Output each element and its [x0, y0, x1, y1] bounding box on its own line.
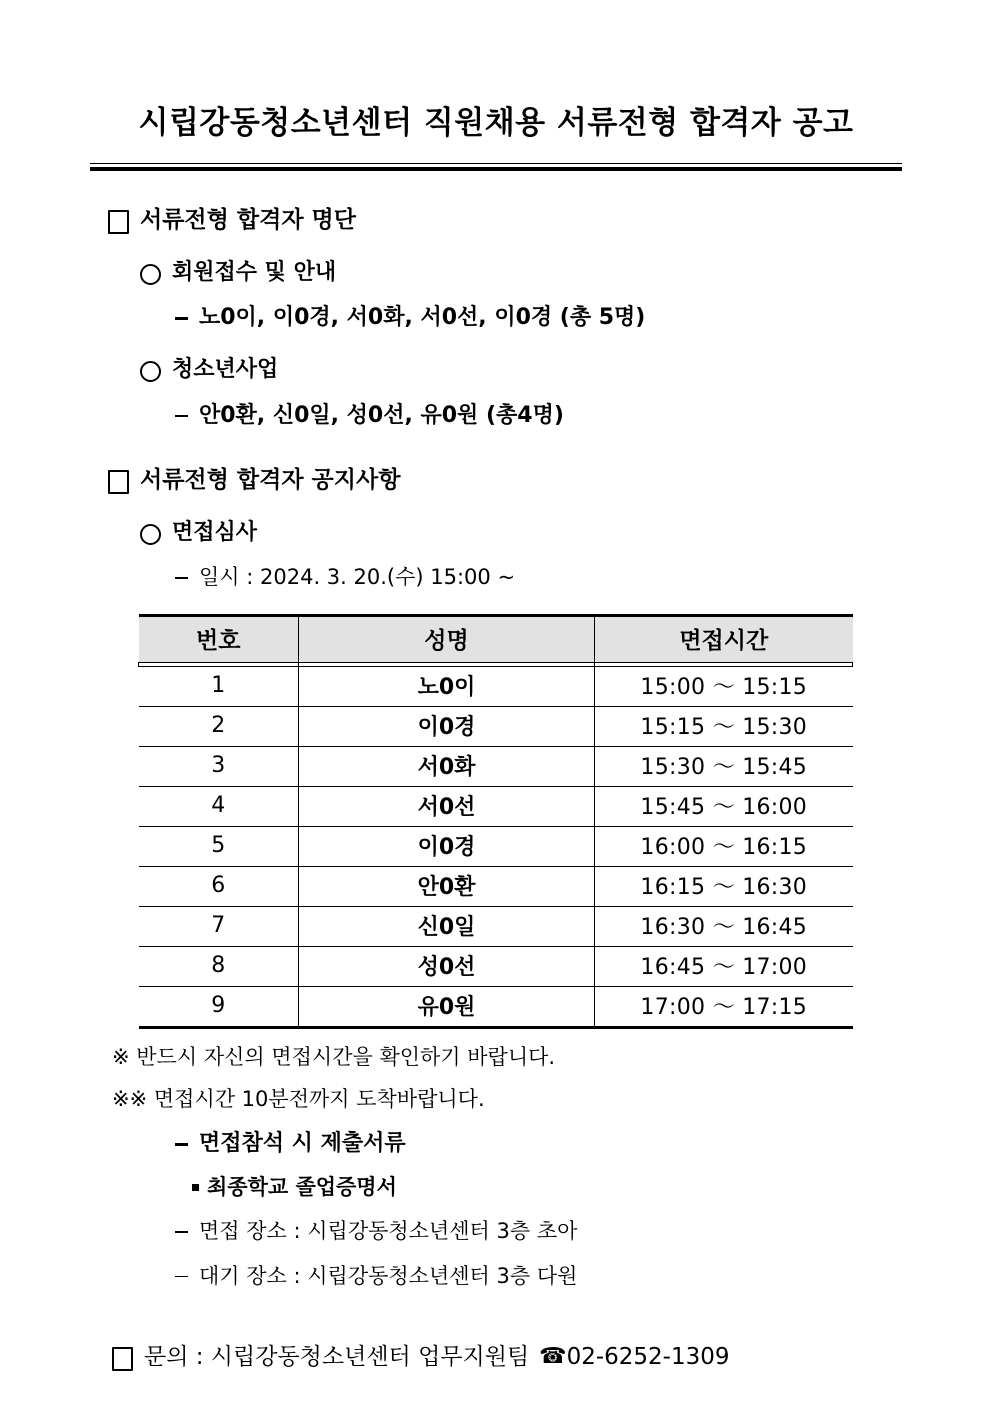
dash-bullet-icon [175, 1143, 188, 1145]
table-body [139, 666, 853, 1027]
contact-phone-number: 02-6252-1309 [566, 1344, 730, 1371]
table-row [139, 706, 853, 746]
column-header-name: 성명 [299, 615, 595, 662]
cell-interview-time: 15:00 ～ 15:15 [595, 666, 853, 706]
column-header-time: 면접시간 [595, 615, 853, 662]
cell-name: 서0화 [299, 746, 595, 786]
pass-list-group2-names [175, 401, 992, 431]
table-row [139, 826, 853, 866]
section-heading-pass-list [108, 205, 992, 236]
names-text: 안0환, 신0일, 성0선, 유0원 (총4명) [199, 402, 564, 428]
telephone-icon: ☎ [539, 1344, 567, 1370]
cell-name: 안0환 [299, 866, 595, 906]
documents-item-text: 최종학교 졸업증명서 [207, 1175, 397, 1199]
subsection-youth-business [140, 355, 992, 385]
cell-number: 2 [139, 706, 299, 746]
subsection-label: 면접심사 [172, 519, 258, 545]
cell-number: 8 [139, 946, 299, 986]
cell-interview-time: 15:15 ～ 15:30 [595, 706, 853, 746]
cell-name: 유0원 [299, 986, 595, 1027]
table-row [139, 746, 853, 786]
dash-bullet-icon [175, 415, 188, 417]
interview-schedule-table-wrapper [138, 614, 992, 1029]
table-row [139, 986, 853, 1027]
names-text: 노0이, 이0경, 서0화, 서0선, 이0경 (총 5명) [199, 305, 646, 331]
cell-name: 이0경 [299, 706, 595, 746]
cell-number: 6 [139, 866, 299, 906]
interview-location-text: 면접 장소 : 시립강동청소년센터 3층 초아 [199, 1219, 578, 1244]
subsection-label: 회원접수 및 안내 [172, 259, 337, 285]
cell-interview-time: 17:00 ～ 17:15 [595, 986, 853, 1027]
subsection-membership-reception [140, 258, 992, 288]
pass-list-group1-names [175, 303, 992, 333]
cell-interview-time: 15:30 ～ 15:45 [595, 746, 853, 786]
section-heading-notice [108, 465, 992, 496]
cell-number: 1 [139, 666, 299, 706]
table-row [139, 946, 853, 986]
cell-interview-time: 16:15 ～ 16:30 [595, 866, 853, 906]
interview-datetime [175, 563, 992, 591]
title-block [0, 0, 992, 171]
table-header-row [139, 615, 853, 662]
interview-schedule-table [138, 614, 853, 1029]
cell-number: 5 [139, 826, 299, 866]
dash-bullet-icon [175, 577, 188, 579]
column-header-number: 번호 [139, 615, 299, 662]
waiting-location [175, 1262, 992, 1290]
circle-bullet-icon [140, 361, 161, 382]
dash-bullet-icon [175, 317, 188, 319]
table-row [139, 666, 853, 706]
interview-location [175, 1217, 992, 1245]
contact-footer [112, 1342, 992, 1373]
contact-label: 문의 : 시립강동청소년센터 업무지원팀 [144, 1344, 530, 1371]
cell-number: 9 [139, 986, 299, 1027]
cell-name: 서0선 [299, 786, 595, 826]
waiting-location-text: 대기 장소 : 시립강동청소년센터 3층 다원 [199, 1263, 578, 1288]
dash-bullet-icon [175, 1276, 188, 1278]
square-bullet-icon [112, 1347, 133, 1371]
subsection-interview-review [140, 518, 992, 548]
cell-number: 4 [139, 786, 299, 826]
table-row [139, 866, 853, 906]
documents-required-label [175, 1129, 992, 1159]
circle-bullet-icon [140, 524, 161, 545]
section-heading-label: 서류전형 합격자 공지사항 [140, 466, 401, 493]
section-heading-label: 서류전형 합격자 명단 [140, 206, 356, 233]
cell-number: 7 [139, 906, 299, 946]
cell-interview-time: 16:45 ～ 17:00 [595, 946, 853, 986]
square-bullet-icon [108, 470, 129, 494]
cell-interview-time: 16:00 ～ 16:15 [595, 826, 853, 866]
square-bullet-icon [108, 210, 129, 234]
cell-number: 3 [139, 746, 299, 786]
title-divider [90, 163, 902, 171]
cell-interview-time: 16:30 ～ 16:45 [595, 906, 853, 946]
cell-name: 신0일 [299, 906, 595, 946]
cell-name: 성0선 [299, 946, 595, 986]
cell-name: 노0이 [299, 666, 595, 706]
table-row [139, 906, 853, 946]
subsection-label: 청소년사업 [172, 357, 279, 383]
note-arrive-early: ※※ 면접시간 10분전까지 도착바랍니다. [112, 1086, 485, 1111]
interview-datetime-text: 일시 : 2024. 3. 20.(수) 15:00 ~ [199, 565, 516, 590]
document-body [0, 205, 992, 1373]
page-title: 시립강동청소년센터 직원채용 서류전형 합격자 공고 [138, 105, 854, 141]
note-confirm-time: ※ 반드시 자신의 면접시간을 확인하기 바랍니다. [112, 1044, 556, 1069]
table-head [139, 615, 853, 666]
small-square-bullet-icon [192, 1184, 199, 1191]
documents-required-item [192, 1173, 992, 1201]
cell-name: 이0경 [299, 826, 595, 866]
dash-bullet-icon [175, 1231, 188, 1233]
cell-interview-time: 15:45 ～ 16:00 [595, 786, 853, 826]
documents-required-text: 면접참석 시 제출서류 [199, 1131, 406, 1157]
table-row [139, 786, 853, 826]
circle-bullet-icon [140, 264, 161, 285]
